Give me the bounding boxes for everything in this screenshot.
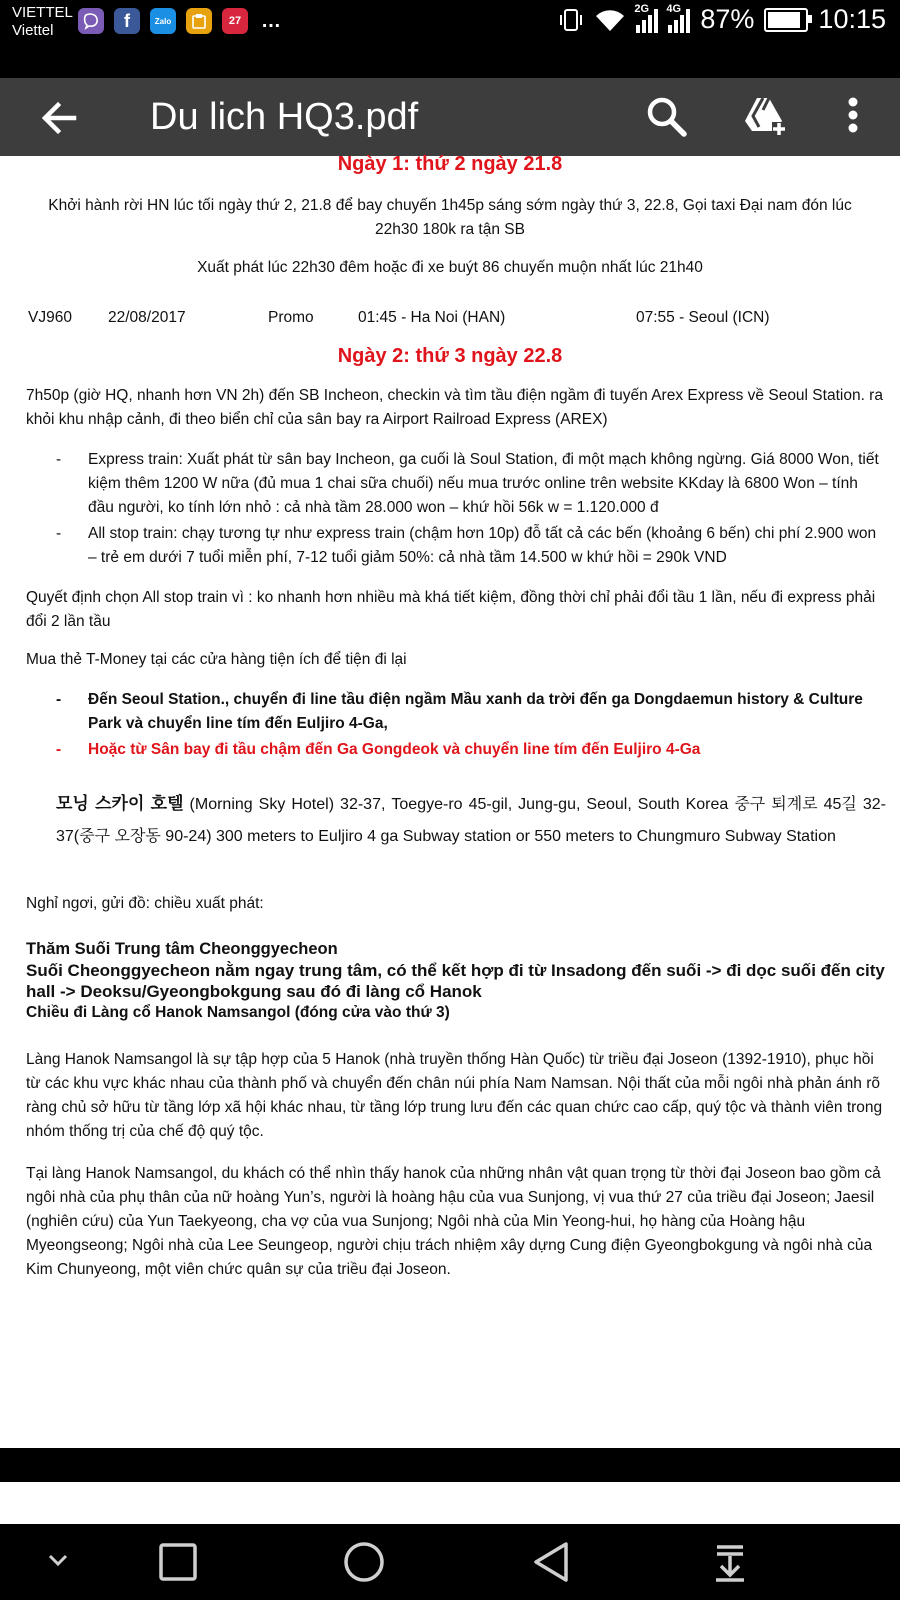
hotel-korean-name: 모닝 스카이 호텔 <box>56 794 184 813</box>
app-bar <box>0 78 900 156</box>
viber-icon <box>78 8 104 34</box>
day2-heading: Ngày 2: thứ 3 ngày 22.8 <box>337 345 563 367</box>
hotel-info <box>56 788 886 853</box>
flight-arrival: 07:55 - Seoul (ICN) <box>636 309 770 326</box>
signal-4g-icon <box>666 2 690 33</box>
bullet-dash: - <box>56 741 62 758</box>
zalo-icon: Zalo <box>150 8 176 34</box>
battery-icon <box>764 8 808 32</box>
flight-code: VJ960 <box>28 309 72 326</box>
hanok-paragraph-2: Tại làng Hanok Namsangol, du khách có thể nhìn thấy hanok của những nhân vật quan trọng từ thời đại Joseon bao gồm cả ngôi nhà của phụ thân của nữ hoàng Yun’s, người là hoàng hậu của vua Sunjong, vị vua thứ 27 của triều đại Joseon; Jaesil (nghiên cứu) của Yun Taekyeong, cha vợ của vua Sunjong; Ngôi nhà của Min Yeong-hui, họ hàng của Hoàng hậu Myeongseong; Ngôi nhà của Lee Seungeop, người chịu trách nhiệm xây dựng Cung điện Gyeongbokgung và ngôi nhà của Kim Chunyeong, một viên chức quân sự của triều đại Joseon. <box>26 1165 881 1278</box>
calendar-day: 27 <box>228 15 242 27</box>
visit-heading: Thăm Suối Trung tâm Cheonggyecheon <box>26 940 338 958</box>
calendar-icon <box>222 8 248 34</box>
pdf-page[interactable] <box>0 153 900 1450</box>
status-bar <box>0 0 900 78</box>
flight-date: 22/08/2017 <box>108 309 186 326</box>
bullet-dash: - <box>56 525 62 542</box>
clipboard-icon <box>186 8 212 34</box>
more-notifications-icon <box>258 8 284 34</box>
network-4g-label: 4G <box>666 2 682 15</box>
all-stop-train-item: All stop train: chạy tương tự như express train (chậm hơn 10p) đỗ tất cả các bến (khoảng 6 bến) chi phí 2.900 won – trẻ em dưới 7 tuổi miễn phí, 7-12 tuổi giảm 50%: cả nhà tầm 14.500 w khứ hồi = 290k VND <box>88 525 877 566</box>
carrier-name: VIETTEL <box>12 4 73 21</box>
square-icon <box>152 1536 204 1588</box>
back-nav-button[interactable] <box>526 1536 578 1588</box>
google-drive-add-icon <box>742 94 788 140</box>
tmoney-text: Mua thẻ T-Money tại các cửa hàng tiện ích để tiện đi lại <box>26 651 407 668</box>
arrow-back-icon <box>38 96 82 140</box>
home-button[interactable] <box>338 1536 390 1588</box>
rest-text: Nghỉ ngơi, gửi đồ: chiều xuất phát: <box>26 895 264 912</box>
add-to-drive-button[interactable] <box>742 94 788 140</box>
network-2g-label: 2G <box>634 2 650 15</box>
document-title: Du lich HQ3.pdf <box>150 96 419 138</box>
visit-description: Suối Cheonggyecheon nằm ngay trung tâm, có thể kết hợp đi từ Insadong đến suối -> đi dọc suối đến city hall -> Deoksu/Gyeongbokgung sau đó đi làng cổ Hanok <box>26 961 885 1001</box>
clock: 10:15 <box>818 4 886 34</box>
battery-percent: 87% <box>700 4 755 34</box>
flight-departure: 01:45 - Ha Noi (HAN) <box>358 309 506 326</box>
carrier-subname: Viettel <box>12 22 54 39</box>
more-vert-icon <box>838 94 868 140</box>
page-separator <box>0 1448 900 1482</box>
day1-heading: Ngày 1: thứ 2 ngày 21.8 <box>337 153 563 175</box>
signal-2g-icon <box>634 2 658 33</box>
hide-nav-button[interactable] <box>32 1536 84 1588</box>
chevron-down-icon <box>32 1536 84 1588</box>
bullet-dash: - <box>56 451 62 468</box>
express-train-item: Express train: Xuất phát từ sân bay Incheon, ga cuối là Soul Station, đi một mạch không ngừng. Giá 8000 Won, tiết kiệm thêm 1200 W nữa (đủ mua 1 chai sữa chuối) nếu mua trước online trên website KKday là 6800 Won – tính đầu người, ko tính lớn nhỏ : cả nhà tầm 28.000 won – khứ hồi 56k w = 1.120.000 đ <box>88 451 879 516</box>
day2-arrival-text: 7h50p (giờ HQ, nhanh hơn VN 2h) đến SB Incheon, checkin và tìm tầu điện ngầm đi tuyến Arex Express về Seoul Station. ra khỏi khu nhập cảnh, đi theo biển chỉ của sân bay ra Airport Railroad Express (AREX) <box>26 387 883 428</box>
notification-icons <box>78 8 284 34</box>
day1-bus-text: Xuất phát lúc 22h30 đêm hoặc đi xe buýt 86 chuyến muộn nhất lúc 21h40 <box>197 259 703 276</box>
navigation-bar <box>0 1524 900 1600</box>
facebook-icon: f <box>114 8 140 34</box>
bullet-dash: - <box>56 691 62 708</box>
flight-fare: Promo <box>268 309 314 326</box>
status-indicators <box>558 4 886 35</box>
pull-down-icon <box>704 1536 756 1588</box>
circle-home-icon <box>338 1536 390 1588</box>
vibrate-icon <box>558 6 584 34</box>
notification-pulldown-button[interactable] <box>704 1536 756 1588</box>
hotel-address: (Morning Sky Hotel) 32-37, Toegye-ro 45-gil, Jung-gu, Seoul, South Korea 중구 퇴계로 45길 32-37(중구 오장동 90-24) 300 meters to Euljiro 4 ga Subway station or 550 meters to Chungmuro Subway Station <box>56 796 886 845</box>
hanok-paragraph-1: Làng Hanok Namsangol là sự tập hợp của 5 Hanok (nhà truyền thống Hàn Quốc) từ triều đại Joseon (1392-1910), phục hồi từ các khu vực khác nhau của thành phố và chuyển đến chân núi phía Nam Namsan. Nội thất của mỗi ngôi nhà phản ánh rõ ràng chủ sở hữu từ tầng lớp xã hội khác nhau, từ tầng lớp trung lưu đến các quan chức cao cấp, quý tộc và thành viên trong nhóm thống trị của chế độ quý tộc. <box>26 1051 883 1140</box>
carrier-label <box>12 4 73 40</box>
afternoon-plan: Chiều đi Làng cổ Hanok Namsangol (đóng cửa vào thứ 3) <box>26 1004 450 1021</box>
decision-text: Quyết định chọn All stop train vì : ko nhanh hơn nhiều mà khá tiết kiệm, đồng thời chỉ phải đổi tầu 1 lần, nếu đi express phải đổi 2 lần tầu <box>26 589 876 630</box>
more-options-button[interactable] <box>838 94 868 140</box>
recent-apps-button[interactable] <box>152 1536 204 1588</box>
back-button[interactable] <box>38 96 82 140</box>
wifi-icon <box>594 7 626 33</box>
more-notifications-text: … <box>261 9 281 32</box>
route-option-1: Đến Seoul Station., chuyển đi line tầu điện ngầm Mầu xanh da trời đến ga Dongdaemun history & Culture Park và chuyển line tím đến Euljiro 4-Ga, <box>88 691 863 732</box>
route-option-2: Hoặc từ Sân bay đi tầu chậm đến Ga Gongdeok và chuyển line tím đến Euljiro 4-Ga <box>88 741 701 758</box>
day1-departure-text: Khởi hành rời HN lúc tối ngày thứ 2, 21.8 để bay chuyến 1h45p sáng sớm ngày thứ 3, 22.8, Gọi taxi Đại nam đón lúc 22h30 180k ra tận SB <box>48 197 852 238</box>
search-button[interactable] <box>644 94 690 140</box>
triangle-back-icon <box>526 1536 578 1588</box>
search-icon <box>644 94 690 140</box>
